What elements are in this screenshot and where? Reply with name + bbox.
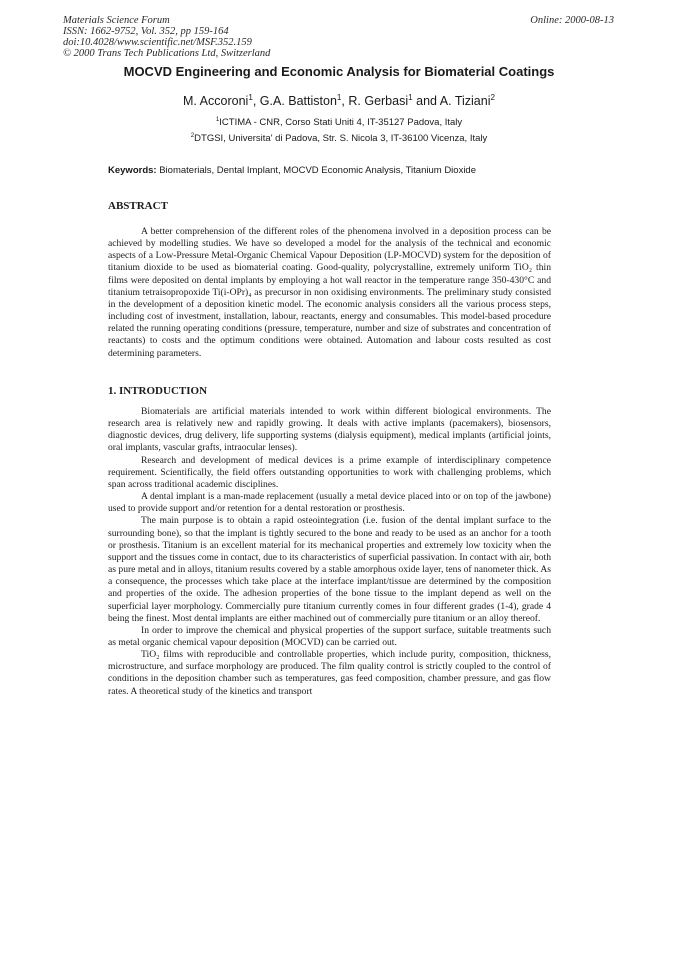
author-name: R. Gerbasi (348, 94, 409, 108)
abstract-heading: ABSTRACT (108, 200, 168, 212)
introduction-heading: 1. INTRODUCTION (108, 385, 208, 397)
affiliation-text: ICTIMA - CNR, Corso Stati Uniti 4, IT-35127 Padova, Italy (219, 117, 463, 128)
journal-name: Materials Science Forum (63, 15, 170, 26)
doi-line: doi:10.4028/www.scientific.net/MSF.352.159 (63, 37, 252, 48)
author-name: G.A. Battiston (259, 94, 337, 108)
keywords-label: Keywords: (108, 165, 157, 176)
intro-paragraph: A dental implant is a man-made replacement (usually a metal device placed into or on top of the jawbone) used to provide support and/or retention for a dental restoration or prosthesis. (108, 491, 551, 515)
author-affiliation-mark: 1 (248, 92, 253, 102)
intro-paragraph: The main purpose is to obtain a rapid osteointegration (i.e. fusion of the dental implant surface to the surrounding bone), so that the implant is tightly secured to the bone and ready to be used as an anchor for a tooth or prosthesis. Titanium is an excellent material for its mechanical properties and extremely low toxicity when the support and the tissues come in contact, due to its characteristics of superficial passivation. In contact with air, both as pure metal and in alloys, titanium results covered by a stable amorphous oxide layer, tens of nanometer thick. As a consequence, the processes which take place at the interface implant/tissue are determined by the composition and properties of the oxide. The adhesion properties of the bone tissue to the implant depend as well on the superficial layer morphology. Commercially pure titanium currently comes in four different grades (1-4), grade 4 being the finest. Most dental implants are either machined out of commercially pure titanium or an alloy thereof. (108, 515, 551, 624)
author-affiliation-mark: 1 (408, 92, 413, 102)
keywords (108, 165, 578, 177)
paper-title: MOCVD Engineering and Economic Analysis for Biomaterial Coatings (123, 64, 555, 79)
introduction-body (108, 406, 551, 698)
intro-paragraph: In order to improve the chemical and physical properties of the support surface, suitable treatments such as metal organic chemical vapour deposition (MOCVD) can be carried out. (108, 624, 551, 648)
intro-paragraph: Biomaterials are artificial materials intended to work within different biological environments. The research area is relatively new and rapidly growing. It deals with active implants (pacemakers), biosensors, diagnostic devices, drug delivery, life supporting systems (dialysis equipment), medical implants (artificial joints, oral implants, vascular grafts, intraocular lenses). (108, 406, 551, 454)
keywords-text: Biomaterials, Dental Implant, MOCVD Economic Analysis, Titanium Dioxide (159, 165, 477, 176)
author-affiliation-mark: 1 (336, 92, 342, 102)
author-affiliation-mark: 2 (490, 92, 495, 102)
author-name: M. Accoroni (183, 94, 249, 108)
author-list (60, 93, 618, 109)
abstract-paragraph: A better comprehension of the different roles of the phenomena involved in a deposition process can be achieved by modelling studies. We have so developed a model for the analysis of the technical and economic aspects of a Low-Pressure Metal-Organic Chemical Vapour Deposition (LP-MOCVD) system for the deposition of titanium dioxide to be used as biomaterial coating. Good-quality, polycrystalline, extremely uniform TiO₂ thin films were deposited on dental implants by employing a hot wall reactor in the temperature range 350-430°C and titanium tetraisopropoxide Ti(i-OPr)₄ as precursor in non oxidising environments. The preliminary study consisted in the development of a deposition kinetic model. The economic analysis considers all the various process steps, including cost of investment, installation, labour, reactants, energy and consumables. This model-based procedure related the running operating conditions (pressure, temperature, number and size of substrates and concentration of reactants) to costs and the optimum conditions were obtained. Automation and labour costs resulted as cost determining parameters. (108, 226, 551, 359)
online-date: Online: 2000-08-13 (530, 15, 614, 26)
affiliation-mark: 1 (215, 115, 220, 123)
journal-header (63, 15, 270, 59)
intro-paragraph: Research and development of medical devices is a prime example of interdisciplinary competence requirement. Scientifically, the field offers outstanding opportunities to work with challenging problems, which span across traditional academic disciplines. (108, 454, 551, 490)
intro-paragraph: TiO₂ films with reproducible and controllable properties, which include purity, composition, thickness, microstructure, and surface morphology are produced. The film quality control is strictly coupled to the control of conditions in the deposition chamber such as temperatures, gas feed composition, chamber pressure, and gas flow rates. A theoretical study of the kinetics and transport (108, 649, 551, 697)
author-separator: , (252, 94, 260, 108)
author-separator: , (341, 94, 349, 108)
copyright-line: © 2000 Trans Tech Publications Ltd, Switzerland (63, 48, 271, 59)
author-name: A. Tiziani (439, 94, 491, 108)
affiliation-1 (60, 117, 618, 129)
author-separator: and (412, 94, 440, 108)
issn-line: ISSN: 1662-9752, Vol. 352, pp 159-164 (63, 26, 229, 37)
affiliation-text: DTGSI, Universita' di Padova, Str. S. Nicola 3, IT-36100 Vicenza, Italy (194, 133, 488, 144)
affiliation-mark: 2 (190, 131, 195, 139)
abstract-body (108, 226, 551, 360)
affiliation-2 (60, 133, 618, 145)
